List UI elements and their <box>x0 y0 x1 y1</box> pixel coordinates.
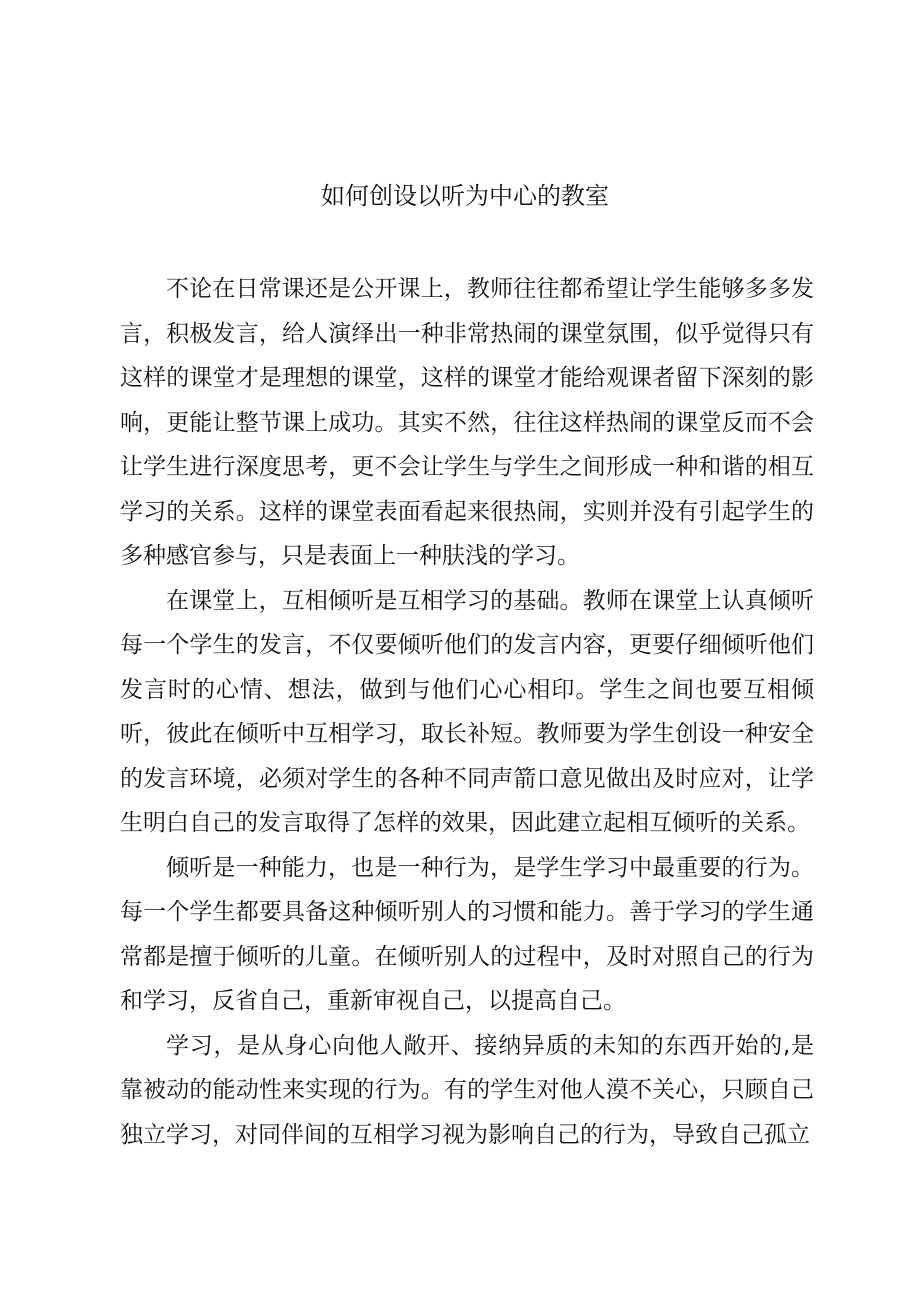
document-body <box>120 267 814 1157</box>
paragraph-4: 学习，是从身心向他人敞开、接纳异质的未知的东西开始的,是靠被动的能动性来实现的行为。有的学生对他人漠不关心，只顾自己独立学习，对同伴间的互相学习视为影响自己的行为，导致自己孤立 <box>120 1032 814 1148</box>
document-title: 如何创设以听为中心的教室 <box>321 182 609 210</box>
paragraph-2: 在课堂上，互相倾听是互相学习的基础。教师在课堂上认真倾听每一个学生的发言，不仅要倾听他们的发言内容，更要仔细倾听他们发言时的心情、想法，做到与他们心心相印。学生之间也要互相倾听，彼此在倾听中互相学习，取长补短。教师要为学生创设一种安全的发言环境，必须对学生的各种不同声箭口意见做出及时应对，让学生明白自己的发言取得了怎样的效果，因此建立起相互倾听的关系。 <box>120 587 814 836</box>
paragraph-3: 倾听是一种能力，也是一种行为，是学生学习中最重要的行为。每一个学生都要具备这种倾听别人的习惯和能力。善于学习的学生通常都是擅于倾听的儿童。在倾听别人的过程中，及时对照自己的行为和学习，反省自己，重新审视自己，以提高自己。 <box>120 854 814 1014</box>
paragraph-1: 不论在日常课还是公开课上，教师往往都希望让学生能够多多发言，积极发言，给人演绎出一种非常热闹的课堂氛围，似乎觉得只有这样的课堂才是理想的课堂，这样的课堂才能给观课者留下深刻的影响，更能让整节课上成功。其实不然，往往这样热闹的课堂反而不会让学生进行深度思考，更不会让学生与学生之间形成一种和谐的相互学习的关系。这样的课堂表面看起来很热闹，实则并没有引起学生的多种感官参与，只是表面上一种肤浅的学习。 <box>120 276 814 569</box>
